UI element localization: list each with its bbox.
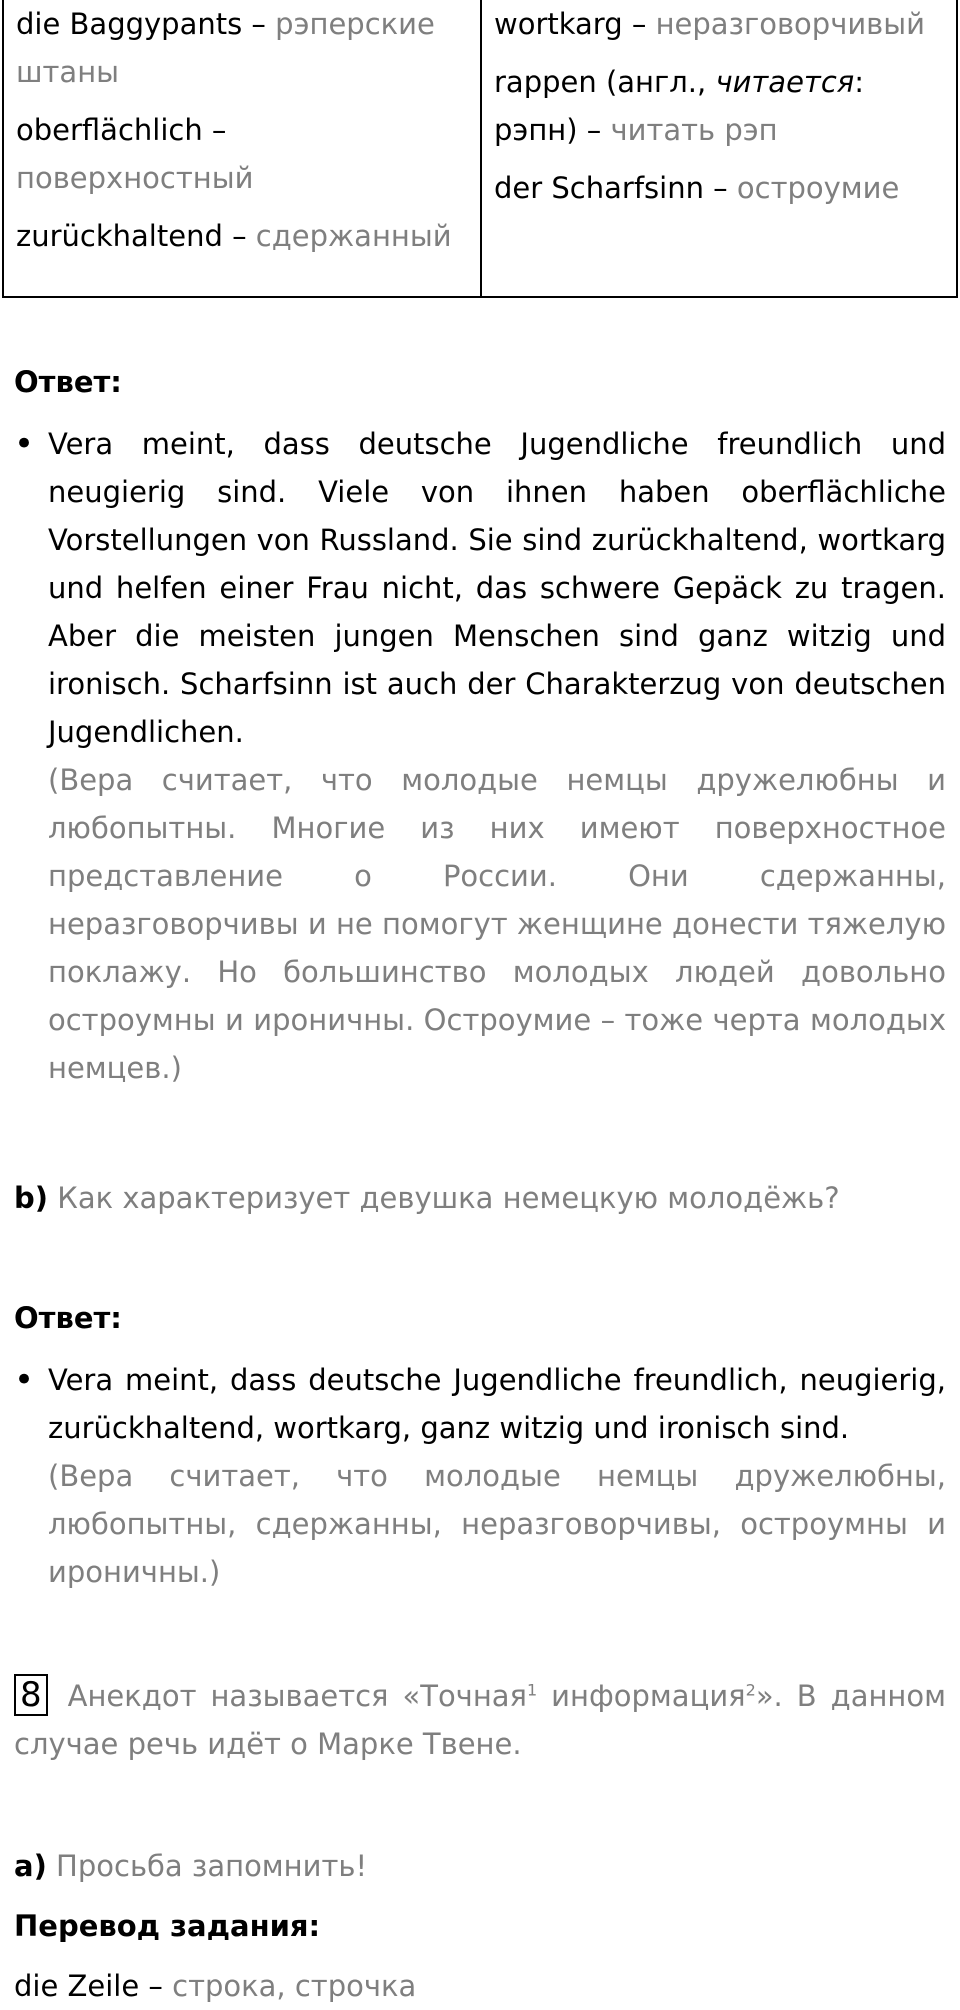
question-text: Как характеризует девушка немецкую молодёжь? (48, 1181, 840, 1215)
separator: – (703, 171, 737, 205)
translation-label: Перевод задания: (14, 1909, 321, 1943)
vocab-column-right (482, 0, 956, 296)
vocab-entry (494, 164, 946, 212)
task-number-box: 8 (14, 1674, 48, 1716)
answer-label: Ответ: (14, 1301, 122, 1335)
russian-translation: сдержанный (255, 219, 452, 253)
vocab-entry (16, 0, 470, 96)
separator: – (139, 1969, 173, 2003)
separator: – (222, 219, 256, 253)
separator: – (242, 7, 276, 41)
task-text: Анекдот называется «Точная (53, 1679, 527, 1713)
answer-label: Ответ: (14, 365, 122, 399)
bullet-icon: • (14, 424, 35, 464)
separator: – (622, 7, 656, 41)
task-text: ». В данном случае речь идёт о Марке Твене. (14, 1679, 947, 1761)
answer-block (14, 1356, 946, 1596)
answer-russian: (Вера считает, что молодые немцы дружелюбны и любопытны. Многие из них имеют поверхностное представление о России. Они сдержанны, неразговорчивы и не помогут женщине донести тяжелую поклажу. Но большинство молодых людей довольно остроумны и ироничны. Остроумие – тоже черта молодых немцев.) (48, 763, 946, 1085)
answer-german: Vera meint, dass deutsche Jugendliche freundlich, neugierig, zurückhaltend, wortkarg, ganz witzig und ironisch sind. (48, 1363, 946, 1445)
task-text: информация (537, 1679, 746, 1713)
task-8 (14, 1672, 946, 1768)
russian-translation: поверхностный (16, 161, 254, 195)
separator: – (202, 113, 227, 147)
question-text: Просьба запомнить! (46, 1849, 368, 1883)
bullet-icon: • (14, 1360, 35, 1400)
russian-translation: читать рэп (610, 113, 778, 147)
answer-russian: (Вера считает, что молодые немцы дружелюбны, любопытны, сдержанны, неразговорчивы, остроумны и ироничны.) (48, 1459, 946, 1589)
russian-translation: неразговорчивый (655, 7, 926, 41)
vocab-entry (16, 106, 470, 202)
pronunciation-note: читается (715, 65, 855, 99)
separator: – (577, 113, 611, 147)
answer-block (14, 420, 946, 1092)
german-word: die Baggypants (16, 7, 243, 41)
vocab-entry (16, 212, 470, 260)
german-word: der Scharfsinn (494, 171, 704, 205)
russian-translation: рэперские штаны (16, 7, 435, 89)
question-letter: a) (14, 1849, 47, 1883)
footnote-marker: 2 (745, 1680, 756, 1700)
pronunciation: : рэпн) (494, 65, 864, 147)
answer-german: Vera meint, dass deutsche Jugendliche freundlich und neugierig sind. Viele von ihnen haben oberflächliche Vorstellungen von Russland. Sie sind zurückhaltend, wortkarg und helfen einer Frau nicht, das schwere Gepäck zu tragen. Aber die meisten jungen Menschen sind ganz witzig und ironisch. Scharfsinn ist auch der Charakterzug von deutschen Jugendlichen. (48, 427, 946, 749)
question-b (14, 1174, 946, 1222)
vocab-entry (494, 58, 946, 154)
german-word: die Zeile (14, 1969, 140, 2003)
vocab-table (2, 0, 958, 298)
question-letter: b) (14, 1181, 49, 1215)
bullet-item (14, 420, 946, 756)
russian-translation: остроумие (736, 171, 900, 205)
german-word: oberflächlich (16, 113, 203, 147)
question-a (14, 1842, 946, 1890)
vocab-entry (14, 1962, 946, 2010)
russian-translation: строка, строчка (172, 1969, 417, 2003)
footnote-marker: 1 (527, 1680, 538, 1700)
vocab-column-left (4, 0, 482, 296)
vocab-entry (494, 0, 946, 48)
bullet-item (14, 1356, 946, 1452)
german-word: zurückhaltend (16, 219, 223, 253)
german-word: wortkarg (494, 7, 623, 41)
german-word: rappen (англ., (494, 65, 716, 99)
